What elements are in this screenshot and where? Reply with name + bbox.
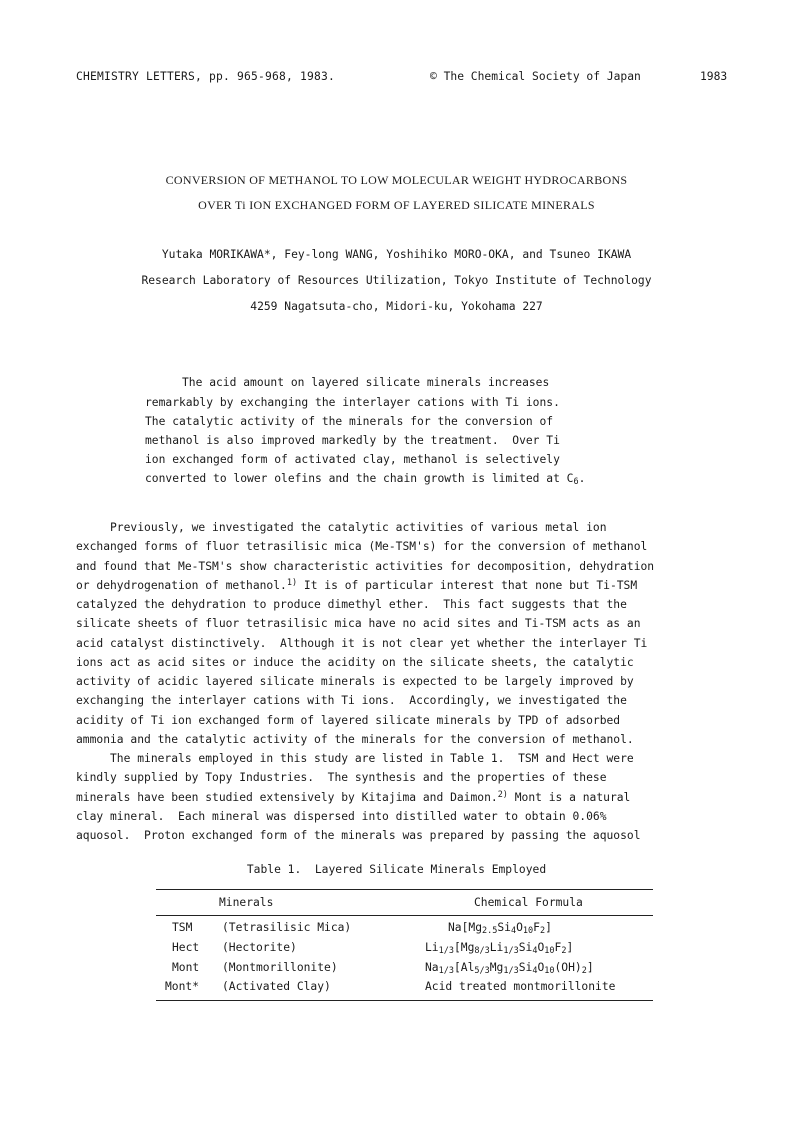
body-line: ammonia and the catalytic activity of the minerals for the conversion of methanol. — [76, 733, 634, 746]
body-line: ions act as acid sites or induce the acidity on the silicate sheets, the catalytic — [76, 656, 634, 669]
abstract-line: methanol is also improved markedly by the treatment. Over Ti — [145, 434, 560, 447]
abstract-line: ion exchanged form of activated clay, methanol is selectively — [145, 453, 560, 466]
affiliation-line-2: 4259 Nagatsuta-cho, Midori-ku, Yokohama 227 — [250, 300, 543, 313]
table-cell-formula: $Na_{1/3}[Al_{5/3}Mg_{1/3}Si_4O_{10}(OH)_2]$ — [425, 961, 594, 976]
header-year: 1983 — [700, 70, 728, 83]
body-text: minerals have been studied extensively by Kitajima and Daimon. — [76, 791, 498, 804]
abstract-line: The catalytic activity of the minerals for the conversion of — [145, 415, 554, 428]
reference-marker: 2) — [497, 790, 508, 800]
body-line: catalyzed the dehydration to produce dimethyl ether. This fact suggests that the — [76, 598, 627, 611]
body-line: The minerals employed in this study are listed in Table 1. TSM and Hect were — [76, 752, 634, 765]
reference-marker: 1) — [286, 578, 298, 588]
authors: Yutaka MORIKAWA*, Fey-long WANG, Yoshihiko MORO-OKA, and Tsuneo IKAWA — [161, 248, 632, 261]
table-cell-name: (Montmorillonite) — [222, 961, 338, 974]
body-text: It is of particular interest that none but Ti-TSM — [297, 579, 638, 592]
body-line: exchanging the interlayer cations with Ti ions. Accordingly, we investigated the — [76, 694, 627, 707]
title-line-1: CONVERSION OF METHANOL TO LOW MOLECULAR WEIGHT HYDROCARBONS — [165, 173, 628, 187]
table-cell-abbr: Mont* — [165, 980, 200, 993]
body-line: Previously, we investigated the catalytic activities of various metal ion — [76, 521, 607, 534]
table-top-rule — [156, 889, 653, 890]
table-header-formula: Chemical Formula — [474, 896, 583, 909]
abstract-line — [145, 472, 585, 485]
table-cell-formula: Acid treated montmorillonite — [425, 980, 616, 993]
body-text: or dehydrogenation of methanol. — [76, 579, 287, 592]
body-line: activity of acidic layered silicate minerals is expected to be largely improved by — [76, 675, 634, 688]
journal-citation: CHEMISTRY LETTERS, pp. 965-968, 1983. — [76, 70, 336, 83]
body-line: silicate sheets of fluor tetrasilisic mica have no acid sites and Ti-TSM acts as an — [76, 617, 641, 630]
body-line: exchanged forms of fluor tetrasilisic mica (Me-TSM's) for the conversion of methanol — [76, 540, 648, 553]
title-line-2: OVER Ti ION EXCHANGED FORM OF LAYERED SILICATE MINERALS — [198, 198, 595, 212]
abstract-line: remarkably by exchanging the interlayer cations with Ti ions. — [145, 396, 560, 409]
table-cell-name: (Hectorite) — [222, 941, 297, 954]
table-cell-abbr: Hect — [172, 941, 200, 954]
body-line: acid catalyst distinctively. Although it is not clear yet whether the interlayer Ti — [76, 637, 648, 650]
table-header-minerals: Minerals — [219, 896, 274, 909]
body-line — [76, 791, 630, 804]
table-cell-abbr: TSM — [172, 921, 193, 934]
abstract-period: . — [578, 472, 586, 485]
table-cell-formula: $Na[Mg_{2.5}Si_4O_{10}F_2]$ — [448, 921, 552, 936]
table-caption: Table 1. Layered Silicate Minerals Employed — [246, 863, 547, 876]
table-cell-abbr: Mont — [172, 961, 200, 974]
body-line — [76, 579, 637, 592]
copyright-notice: © The Chemical Society of Japan — [430, 70, 641, 83]
subscript: 6 — [573, 477, 579, 487]
abstract-text: converted to lower olefins and the chain growth is limited at C — [145, 472, 574, 485]
body-line: acidity of Ti ion exchanged form of layered silicate minerals by TPD of adsorbed — [76, 714, 621, 727]
table-cell-formula: $Li_{1/3}[Mg_{8/3}Li_{1/3}Si_4O_{10}F_2]$ — [425, 941, 574, 956]
body-line: and found that Me-TSM's show characteristic activities for decomposition, dehydration — [76, 560, 655, 573]
table-bottom-rule — [156, 1000, 653, 1001]
body-line: clay mineral. Each mineral was dispersed into distilled water to obtain 0.06% — [76, 810, 607, 823]
affiliation-line-1: Research Laboratory of Resources Utilization, Tokyo Institute of Technology — [141, 274, 652, 287]
table-cell-name: (Activated Clay) — [222, 980, 331, 993]
table-header-rule — [156, 915, 653, 916]
body-line: aquosol. Proton exchanged form of the minerals was prepared by passing the aquosol — [76, 829, 641, 842]
body-text: Mont is a natural — [507, 791, 631, 804]
table-cell-name: (Tetrasilisic Mica) — [222, 921, 352, 934]
abstract-line: The acid amount on layered silicate minerals increases — [182, 376, 550, 389]
body-line: kindly supplied by Topy Industries. The synthesis and the properties of these — [76, 771, 607, 784]
